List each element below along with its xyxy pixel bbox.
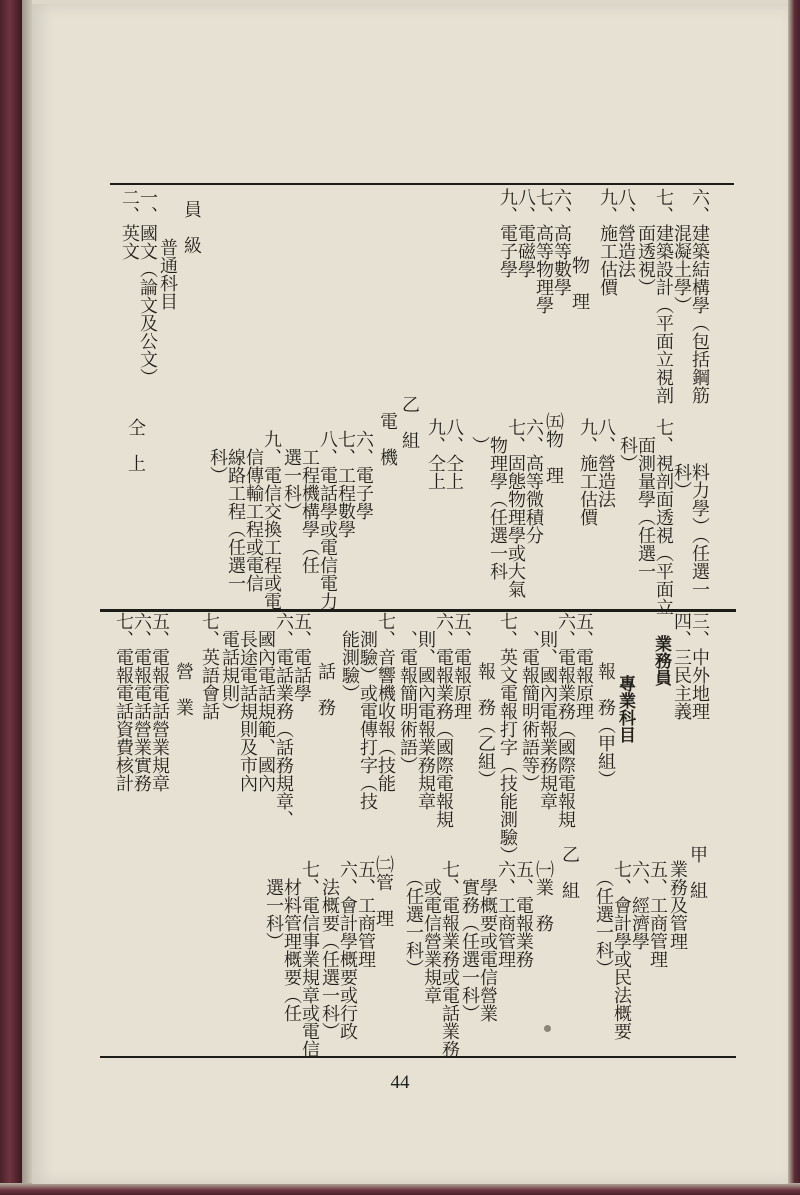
text-column: 七、會計學或民法概要 [611,860,632,1040]
text-column: 員 級 [181,200,202,254]
text-column: 混凝土學） [671,188,692,314]
text-column: 八、電磁學 [515,188,536,278]
text-column: 九、施工估價 [577,418,598,526]
text-column: 八、營造法 [595,418,616,508]
text-column: 普通科目 [157,238,178,310]
text-column: 國內電話規範、國內 [255,612,276,792]
text-column: 六、電報業務（國際電報規 [555,612,576,828]
text-column: 業務及管理 [667,860,688,950]
text-column: 七、英語會話 [199,612,220,720]
text-column: 六、工商管理 [495,860,516,968]
text-column: 八、營造法 [615,188,636,278]
book-binding-left [0,0,22,1195]
text-column: 七、工程數學 [335,430,356,538]
text-column: 電 機 [377,412,398,466]
text-column: 九、電信交換工程或電 [261,430,282,610]
text-column: 面測量學（任選一 [635,418,656,580]
text-column: 法概要（任選一科） [319,860,340,1040]
text-column: 七、視剖面透視（平面立 [653,418,674,616]
text-column: 五、工商管理 [647,860,668,968]
text-column: 七、英文電報打字（技能測驗） [497,612,518,864]
text-column: 長途電話規則及市內 [237,612,258,792]
text-column: 六、電報業務（國際電報規 [433,612,454,828]
text-column: 線路工程（任選一 [225,430,246,592]
page-gutter-shadow [22,0,32,1195]
text-column: 乙 組 [559,845,580,899]
text-column: 則、國內電報業務規章 [537,612,558,810]
text-column: 科） [617,418,638,472]
text-column: 七、高等物理學 [533,188,554,314]
book-cover-bottom-edge [0,1183,800,1195]
text-column: 五、電報業務 [513,860,534,968]
text-column: 六、電報電話營業實務 [131,612,152,792]
text-column: 二、英文 [119,188,140,260]
book-cover-right-edge [788,0,800,1195]
text-column: 營 業 [173,662,194,716]
text-column: 學概要或電信營業 [477,860,498,1022]
text-column: 報 務（甲組） [595,662,616,788]
text-column: 材料管理概要（任 [281,860,302,1022]
text-column: 七、音響機收報（技能 [375,612,396,792]
text-column: 五、電報原理 [451,612,472,720]
text-column: 能測驗） [339,612,360,702]
text-column: 九、仝上 [425,418,446,490]
paper-speck [544,1025,551,1032]
text-column: 六、會計學概要或行政 [337,860,358,1040]
text-column: ㈡管 理 [373,855,394,927]
text-column: 信傳輸工程或電信 [243,430,264,592]
text-column: 料力學）（任選一 [689,445,710,598]
book-page [32,4,788,1184]
text-column: 話 務 [315,662,336,716]
text-column: （任選一科） [403,860,424,977]
text-column: 五、電話學 [291,612,312,702]
text-column: 七、電報電話資費核計 [113,612,134,792]
text-column: 五、電報原理 [573,612,594,720]
text-column: 甲 組 [687,845,708,899]
text-column: 七、電報業務或電話業務 [439,860,460,1058]
text-column: ㈠業 務 [533,860,554,932]
text-column: 報 務（乙組） [475,662,496,788]
text-column: 科） [671,445,692,499]
text-column: 七、固態物理學或大氣 [505,418,526,598]
text-column: 七、電信事業規章或電信 [299,860,320,1058]
text-column: 測驗）或電傳打字（技 [357,612,378,810]
text-column: 物理學（任選一科 [487,418,508,580]
text-column: ㈤物 理 [543,412,564,484]
text-column: 六、電子學 [353,430,374,520]
text-column: 六、電話業務（話務規章、 [273,612,294,828]
text-column: 或電信營業規章 [421,860,442,1004]
text-column: 四、三民主義 [671,612,692,720]
text-column: 八、仝上 [443,418,464,490]
text-column: 工程機構學（任 [299,430,320,574]
text-column: 五、電報電話營業規章 [149,612,170,792]
text-column: 八、電話學或電信電力 [317,430,338,610]
text-column: 則、國內電報業務規章 [415,612,436,810]
text-column: 九、電子學 [497,188,518,278]
text-column: 仝 上 [125,418,146,472]
text-column: 電話規則） [219,612,240,720]
text-column: 面透視） [635,188,656,296]
rule-bottom [100,1056,736,1058]
text-column: 選一科） [263,860,284,950]
text-column: 六、經濟學 [629,860,650,950]
text-column: 專業科目 [615,675,635,743]
text-column: 三、中外地理 [689,612,710,720]
text-column: 、電報簡明術語等） [519,612,540,792]
text-column: 物 理 [569,220,590,310]
text-column: （任選一科） [593,860,614,977]
text-column: 六、高等微積分 [523,418,544,544]
text-column: 業務員 [651,635,671,686]
text-column: 一、國文（論文及公文） [137,188,158,386]
text-column: 實務（任選一科） [459,860,480,1022]
text-column: 、電報簡明術語） [397,612,418,774]
text-column: ） [469,418,490,454]
text-column: 乙 組 [399,395,420,449]
text-column: 六、建築結構學（包括鋼筋 [689,188,710,404]
text-column: 選一科） [281,430,302,520]
text-column: 七、建築設計（平面立視剖 [653,188,674,404]
text-column: 科） [207,430,228,484]
text-column: 九、施工估價 [597,188,618,296]
text-column: 六、高等數學 [551,188,572,296]
page-number: 44 [390,1072,410,1093]
rule-top [110,183,734,185]
text-column: 五、工商管理 [355,860,376,968]
